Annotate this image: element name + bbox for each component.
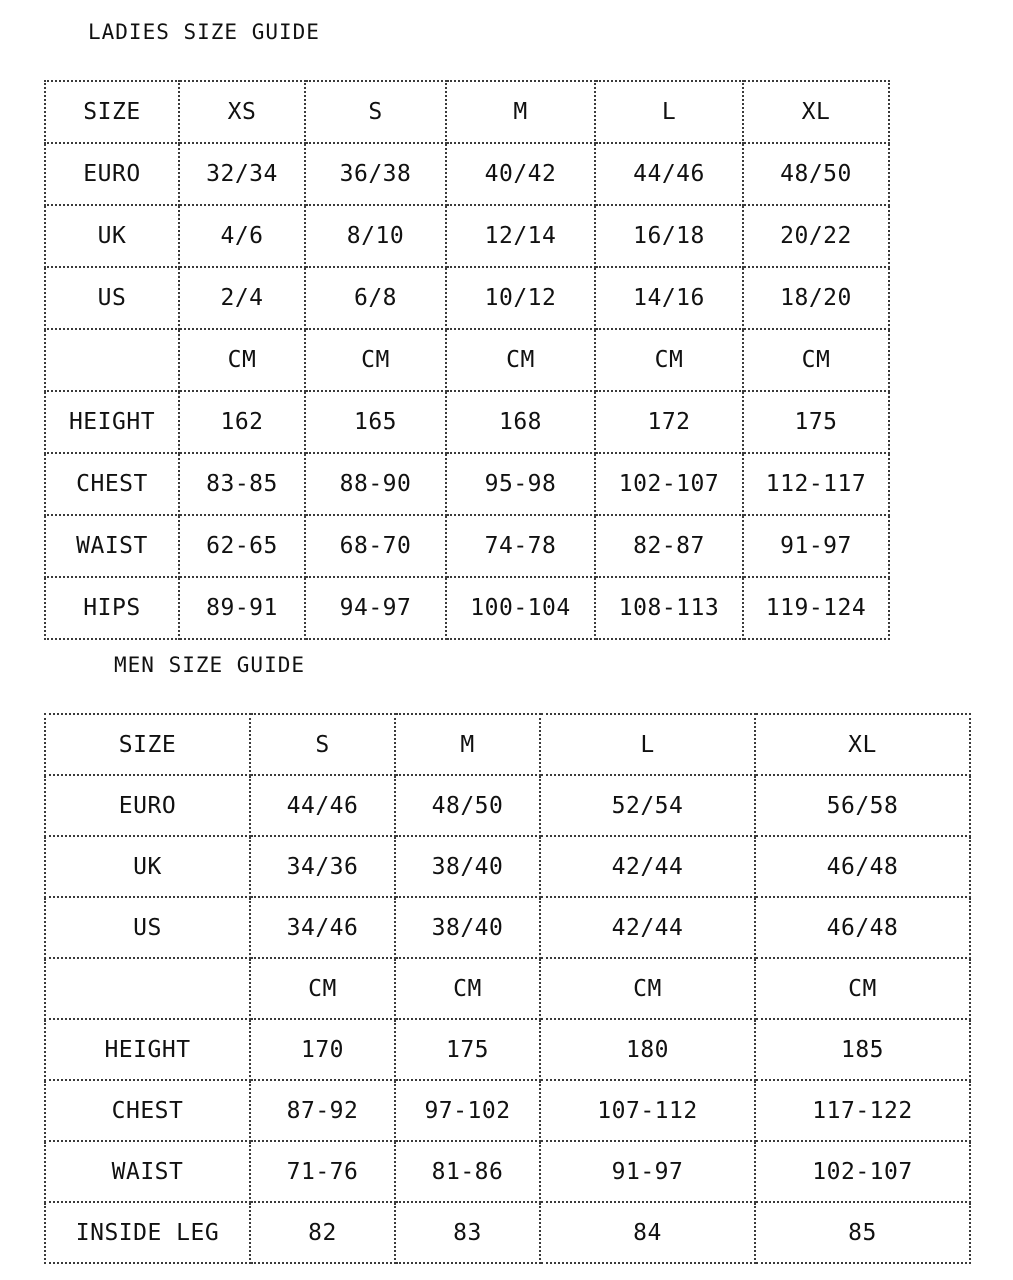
table-cell: 48/50	[743, 143, 889, 205]
table-cell: 175	[395, 1019, 540, 1080]
row-header-cell: HEIGHT	[45, 1019, 250, 1080]
table-cell: 52/54	[540, 775, 755, 836]
table-row	[45, 453, 889, 515]
table-cell: 82	[250, 1202, 395, 1263]
table-cell: 185	[755, 1019, 970, 1080]
table-cell: 89-91	[179, 577, 305, 639]
table-cell: 46/48	[755, 897, 970, 958]
table-cell: 56/58	[755, 775, 970, 836]
table-cell: 32/34	[179, 143, 305, 205]
table-cell: 107-112	[540, 1080, 755, 1141]
table-cell: 10/12	[446, 267, 595, 329]
table-cell: 6/8	[305, 267, 446, 329]
row-header-cell	[45, 958, 250, 1019]
table-row	[45, 515, 889, 577]
table-cell: 119-124	[743, 577, 889, 639]
table-cell: 4/6	[179, 205, 305, 267]
table-cell: CM	[250, 958, 395, 1019]
table-row	[45, 1019, 970, 1080]
row-header-cell	[45, 329, 179, 391]
men-size-guide-title: MEN SIZE GUIDE	[114, 653, 306, 677]
table-cell: CM	[305, 329, 446, 391]
table-cell: 95-98	[446, 453, 595, 515]
table-row	[45, 205, 889, 267]
table-row	[45, 836, 970, 897]
table-cell: 112-117	[743, 453, 889, 515]
table-cell: M	[446, 81, 595, 143]
table-cell: 82-87	[595, 515, 743, 577]
table-cell: 16/18	[595, 205, 743, 267]
table-cell: CM	[595, 329, 743, 391]
table-cell: 12/14	[446, 205, 595, 267]
table-cell: 85	[755, 1202, 970, 1263]
table-cell: CM	[395, 958, 540, 1019]
table-row	[45, 577, 889, 639]
row-header-cell: HIPS	[45, 577, 179, 639]
table-cell: 102-107	[755, 1141, 970, 1202]
table-cell: 74-78	[446, 515, 595, 577]
table-cell: 175	[743, 391, 889, 453]
table-cell: 38/40	[395, 836, 540, 897]
table-row	[45, 143, 889, 205]
table-cell: 40/42	[446, 143, 595, 205]
table-row	[45, 775, 970, 836]
table-row	[45, 958, 970, 1019]
table-cell: 44/46	[595, 143, 743, 205]
table-row	[45, 267, 889, 329]
row-header-cell: UK	[45, 836, 250, 897]
men-size-guide-table	[44, 713, 971, 1264]
row-header-cell: UK	[45, 205, 179, 267]
table-cell: 172	[595, 391, 743, 453]
table-cell: 165	[305, 391, 446, 453]
row-header-cell: US	[45, 267, 179, 329]
row-header-cell: CHEST	[45, 453, 179, 515]
table-row	[45, 1202, 970, 1263]
table-cell: 68-70	[305, 515, 446, 577]
table-cell: 42/44	[540, 897, 755, 958]
row-header-cell: EURO	[45, 143, 179, 205]
table-row	[45, 897, 970, 958]
table-cell: M	[395, 714, 540, 775]
table-cell: 44/46	[250, 775, 395, 836]
table-cell: CM	[446, 329, 595, 391]
table-cell: CM	[540, 958, 755, 1019]
table-cell: 83-85	[179, 453, 305, 515]
table-cell: 97-102	[395, 1080, 540, 1141]
row-header-cell: CHEST	[45, 1080, 250, 1141]
table-cell: 117-122	[755, 1080, 970, 1141]
table-cell: CM	[179, 329, 305, 391]
table-cell: 94-97	[305, 577, 446, 639]
table-row	[45, 1080, 970, 1141]
row-header-cell: SIZE	[45, 714, 250, 775]
ladies-size-guide-table	[44, 80, 890, 640]
table-cell: L	[540, 714, 755, 775]
table-cell: XL	[743, 81, 889, 143]
table-cell: 71-76	[250, 1141, 395, 1202]
table-cell: 108-113	[595, 577, 743, 639]
row-header-cell: HEIGHT	[45, 391, 179, 453]
table-cell: 81-86	[395, 1141, 540, 1202]
table-cell: 14/16	[595, 267, 743, 329]
table-cell: 46/48	[755, 836, 970, 897]
table-cell: 34/36	[250, 836, 395, 897]
table-row	[45, 329, 889, 391]
table-cell: XS	[179, 81, 305, 143]
row-header-cell: WAIST	[45, 515, 179, 577]
table-cell: 48/50	[395, 775, 540, 836]
table-cell: 42/44	[540, 836, 755, 897]
table-cell: 170	[250, 1019, 395, 1080]
row-header-cell: EURO	[45, 775, 250, 836]
table-cell: 36/38	[305, 143, 446, 205]
table-cell: L	[595, 81, 743, 143]
table-cell: 20/22	[743, 205, 889, 267]
row-header-cell: INSIDE LEG	[45, 1202, 250, 1263]
table-cell: 62-65	[179, 515, 305, 577]
table-row	[45, 1141, 970, 1202]
table-cell: 18/20	[743, 267, 889, 329]
table-cell: 83	[395, 1202, 540, 1263]
table-cell: 84	[540, 1202, 755, 1263]
table-cell: 2/4	[179, 267, 305, 329]
table-cell: 168	[446, 391, 595, 453]
row-header-cell: US	[45, 897, 250, 958]
table-cell: CM	[743, 329, 889, 391]
table-cell: XL	[755, 714, 970, 775]
table-cell: CM	[755, 958, 970, 1019]
ladies-size-guide-title: LADIES SIZE GUIDE	[88, 20, 320, 44]
table-cell: 38/40	[395, 897, 540, 958]
table-cell: 162	[179, 391, 305, 453]
table-cell: 88-90	[305, 453, 446, 515]
table-cell: S	[250, 714, 395, 775]
table-cell: 100-104	[446, 577, 595, 639]
table-row	[45, 81, 889, 143]
table-cell: 91-97	[540, 1141, 755, 1202]
table-cell: S	[305, 81, 446, 143]
row-header-cell: SIZE	[45, 81, 179, 143]
table-cell: 91-97	[743, 515, 889, 577]
table-cell: 8/10	[305, 205, 446, 267]
table-cell: 87-92	[250, 1080, 395, 1141]
table-row	[45, 714, 970, 775]
table-row	[45, 391, 889, 453]
table-cell: 34/46	[250, 897, 395, 958]
table-cell: 180	[540, 1019, 755, 1080]
row-header-cell: WAIST	[45, 1141, 250, 1202]
table-cell: 102-107	[595, 453, 743, 515]
